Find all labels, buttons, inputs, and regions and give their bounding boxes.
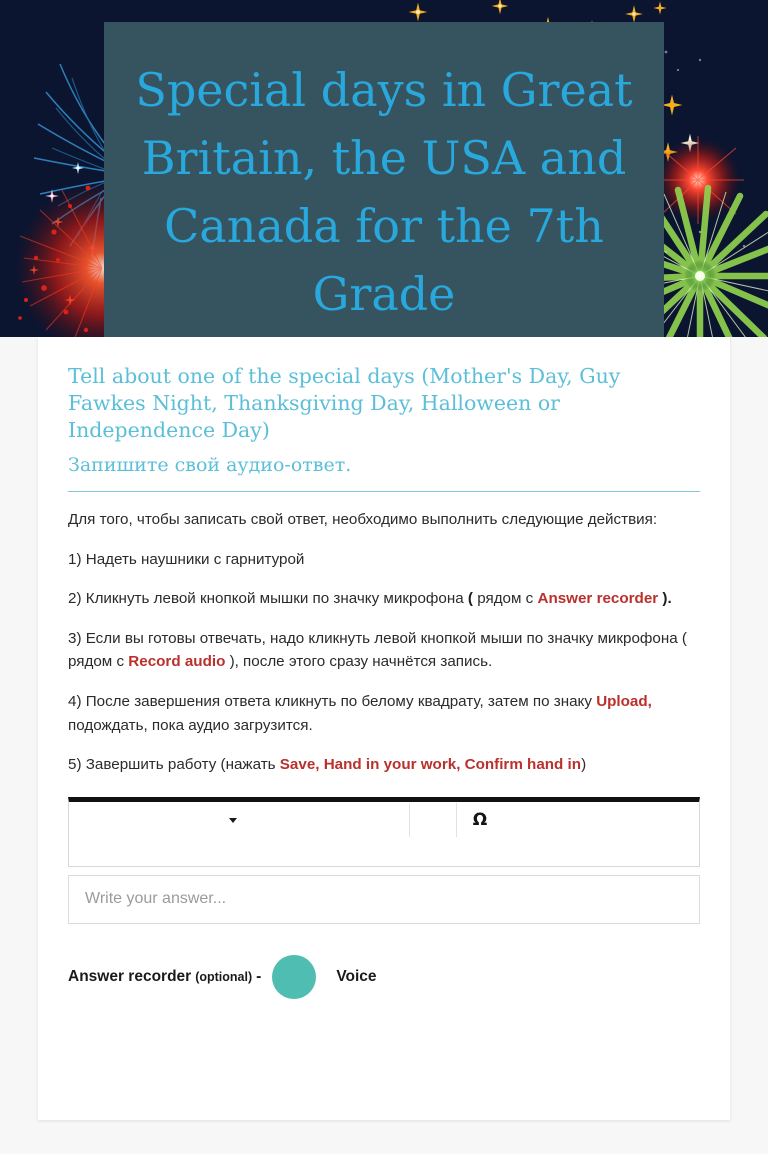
instruction-step-1: 1) Надеть наушники с гарнитурой: [68, 550, 305, 568]
step5-text-a: 5) Завершить работу (нажать: [68, 756, 280, 774]
answer-input-placeholder: Write your answer...: [85, 890, 227, 908]
instruction-step-5: [68, 753, 700, 777]
divider: [68, 491, 700, 492]
editor-style-dropdown[interactable]: [69, 802, 409, 838]
step4-text-b: подождать, пока аудио загрузится.: [68, 716, 313, 734]
page-title: Special days in Great Britain, the USA and Canada for the 7th Grade: [135, 63, 633, 322]
step2-text-a: 2) Кликнуть левой кнопкой мышки по значку микрофона: [68, 590, 468, 608]
step5-text-b: ): [581, 756, 587, 774]
answer-input[interactable]: [68, 875, 700, 924]
step2-highlight: Answer recorder: [537, 590, 659, 608]
question-title: Tell about one of the special days (Mother's Day, Guy Fawkes Night, Thanksgiving Day, Halloween or Independence Day): [68, 364, 621, 442]
question-subtitle: Запишите свой аудио-ответ.: [68, 453, 352, 476]
chevron-down-icon: [229, 818, 237, 823]
step2-text-c: ).: [658, 590, 672, 608]
step2-paren-open: (: [467, 590, 473, 608]
answer-recorder-optional-label: (optional): [195, 969, 253, 984]
assignment-card: [38, 337, 730, 1120]
step5-highlight: Save, Hand in your work, Confirm hand in: [279, 756, 582, 774]
editor-toolbar: [69, 802, 699, 838]
instruction-step-4: [68, 690, 700, 737]
instruction-intro: Для того, чтобы записать свой ответ, необходимо выполнить следующие действия:: [68, 511, 658, 529]
answer-recorder-section: [68, 955, 700, 999]
special-character-icon[interactable]: Ω: [472, 809, 488, 830]
step3-text-b: ), после этого сразу начнётся запись.: [225, 653, 493, 671]
answer-recorder-label: Answer recorder: [68, 967, 192, 985]
instruction-step-3: [68, 627, 700, 674]
step4-text-a: 4) После завершения ответа кликнуть по белому квадрату, затем по знаку: [68, 693, 597, 711]
voice-label: Voice: [336, 967, 377, 985]
hero-title-overlay: [104, 22, 664, 337]
hero-banner: [0, 0, 768, 337]
instruction-step-2: [68, 587, 700, 611]
microphone-record-button[interactable]: [272, 955, 316, 999]
toolbar-spacer: [410, 802, 456, 838]
step4-highlight: Upload,: [596, 693, 652, 711]
editor-content-area[interactable]: [69, 838, 699, 866]
answer-recorder-dash: -: [256, 967, 262, 985]
step3-highlight: Record audio: [128, 653, 226, 671]
rich-text-editor[interactable]: [68, 797, 700, 867]
step3-text-a: 3) Если вы готовы отвечать, надо кликнуть левой кнопкой мыши по значку микрофона ( рядом с: [68, 629, 687, 671]
step2-text-b: рядом с: [472, 590, 538, 608]
